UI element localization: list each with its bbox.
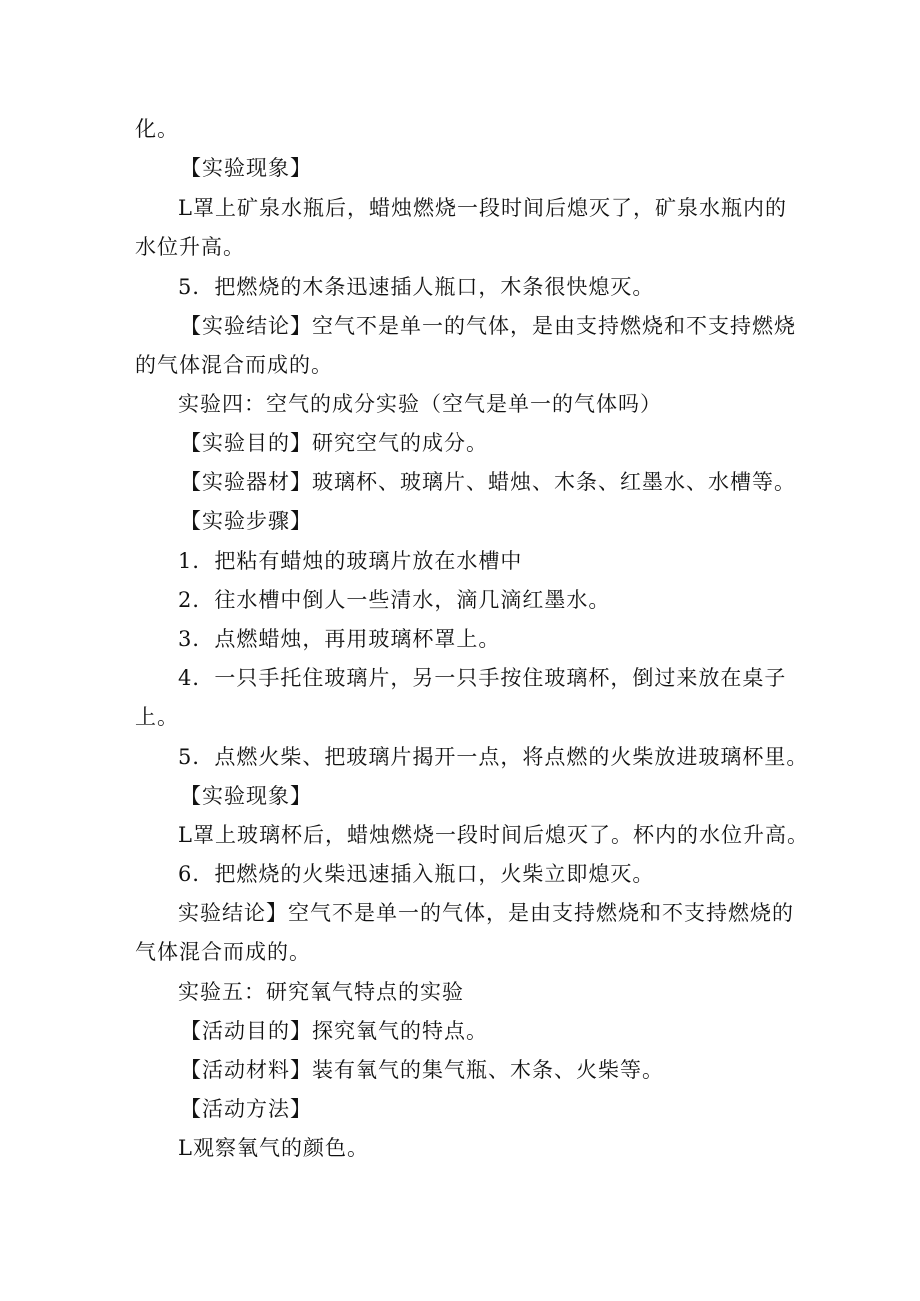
experiment-title: 实验四：空气的成分实验（空气是单一的气体吗） <box>178 392 662 416</box>
text-line: 【活动目的】探究氧气的特点。 <box>180 1019 488 1043</box>
text-line: 化。 <box>135 117 179 141</box>
list-item: 6．把燃烧的火柴迅速插入瓶口，火柴立即熄灭。 <box>178 862 655 886</box>
text-line: 水位升高。 <box>135 235 245 259</box>
section-heading: 【实验现象】 <box>180 784 312 808</box>
text-line: 的气体混合而成的。 <box>135 353 333 377</box>
list-item: 2．往水槽中倒人一些清水，滴几滴红墨水。 <box>178 588 611 612</box>
text-line: L观察氧气的颜色。 <box>178 1136 369 1160</box>
list-item: 5．把燃烧的木条迅速插人瓶口，木条很快熄灭。 <box>178 275 655 299</box>
experiment-title: 实验五：研究氧气特点的实验 <box>178 980 464 1004</box>
list-item: 3．点燃蜡烛，再用玻璃杯罩上。 <box>178 627 501 651</box>
list-item: 1．把粘有蜡烛的玻璃片放在水槽中 <box>178 549 523 573</box>
text-line: 【活动材料】装有氧气的集气瓶、木条、火柴等。 <box>180 1058 664 1082</box>
section-heading: 【实验现象】 <box>180 156 312 180</box>
text-line: 【实验器材】玻璃杯、玻璃片、蜡烛、木条、红墨水、水槽等。 <box>180 470 796 494</box>
list-item: 4．一只手托住玻璃片，另一只手按住玻璃杯，倒过来放在桌子 <box>178 666 787 690</box>
section-heading: 【实验步骤】 <box>180 509 312 533</box>
text-line: 气体混合而成的。 <box>135 940 311 964</box>
text-line: 【实验目的】研究空气的成分。 <box>180 431 488 455</box>
section-heading: 【活动方法】 <box>180 1097 312 1121</box>
text-line: L罩上矿泉水瓶后，蜡烛燃烧一段时间后熄灭了，矿泉水瓶内的 <box>178 196 787 220</box>
list-item: 5．点燃火柴、把玻璃片揭开一点，将点燃的火柴放进玻璃杯里。 <box>178 745 809 769</box>
text-line: 上。 <box>135 705 179 729</box>
text-line: 实验结论】空气不是单一的气体，是由支持燃烧和不支持燃烧的 <box>178 901 794 925</box>
text-line: 【实验结论】空气不是单一的气体，是由支持燃烧和不支持燃烧 <box>180 314 796 338</box>
text-line: L罩上玻璃杯后，蜡烛燃烧一段时间后熄灭了。杯内的水位升高。 <box>178 823 809 847</box>
